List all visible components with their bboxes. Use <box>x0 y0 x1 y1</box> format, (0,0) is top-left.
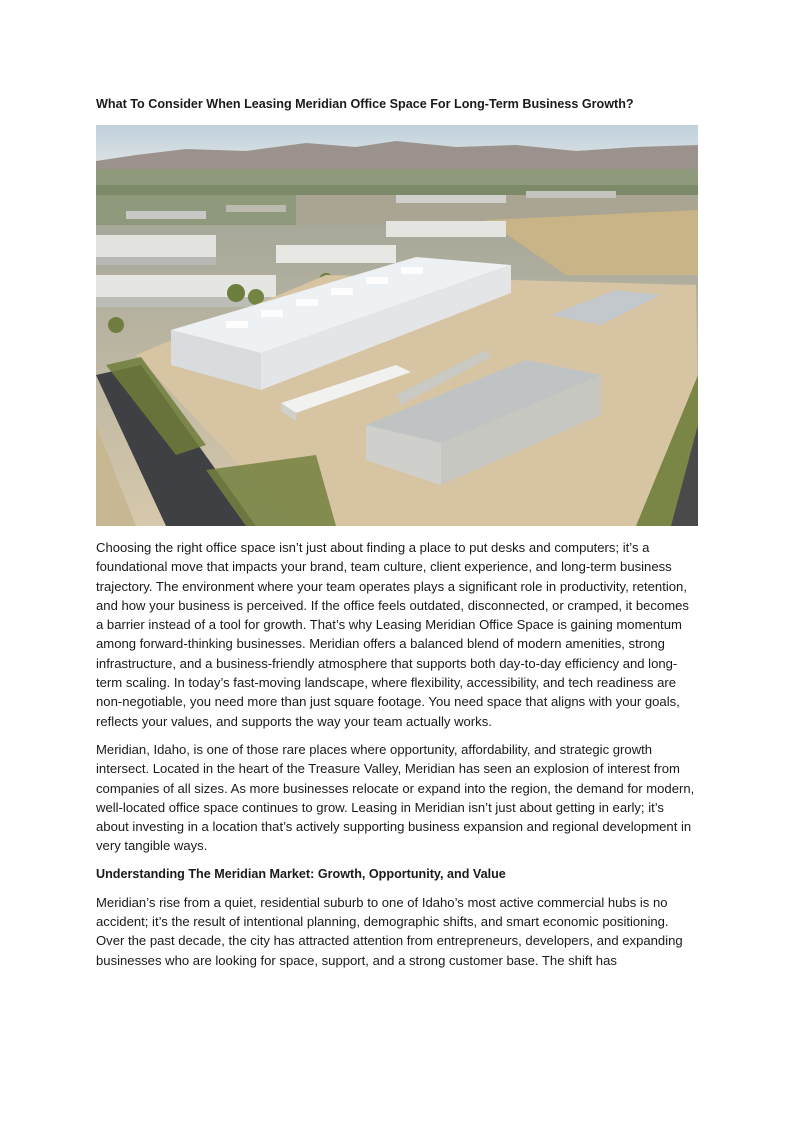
section-heading: Understanding The Meridian Market: Growth, Opportunity, and Value <box>96 866 506 881</box>
paragraph-3: Meridian’s rise from a quiet, residential suburb to one of Idaho’s most active commercial hubs is no accident; it’s the result of intentional planning, demographic shifts, and smart economic positioning. Over the past decade, the city has attracted attention from entrepreneurs, developers, and expanding businesses who are looking for space, support, and a strong customer base. The shift has <box>96 894 683 968</box>
document-title: What To Consider When Leasing Meridian Office Space For Long-Term Business Growth? <box>96 97 634 111</box>
document-page <box>96 96 699 979</box>
paragraph-1: Choosing the right office space isn’t just about finding a place to put desks and computers; it’s a foundational move that impacts your brand, team culture, client experience, and long-term business trajectory. The environment where your team operates plays a significant role in productivity, retention, and how your business is perceived. If the office feels outdated, disconnected, or cramped, it becomes a barrier instead of a tool for growth. That’s why Leasing Meridian Office Space is gaining momentum among forward-thinking businesses. Meridian offers a balanced blend of modern amenities, strong infrastructure, and a business-friendly atmosphere that supports both day-to-day efficiency and long-term scaling. In today’s fast-moving landscape, where flexibility, accessibility, and tech readiness are non-negotiable, you need more than just square footage. You need space that aligns with your goals, reflects your values, and supports the way your team actually works. <box>96 540 689 729</box>
paragraph-2: Meridian, Idaho, is one of those rare places where opportunity, affordability, and strategic growth intersect. Located in the heart of the Treasure Valley, Meridian has seen an explosion of interest from companies of all sizes. As more businesses relocate or expand into the region, the demand for modern, well-located office space continues to grow. Leasing in Meridian isn’t just about getting in early; it’s about investing in a location that’s actively supporting business expansion and regional development in very tangible ways. <box>96 741 695 854</box>
aerial-photo-construction-site <box>96 125 698 526</box>
